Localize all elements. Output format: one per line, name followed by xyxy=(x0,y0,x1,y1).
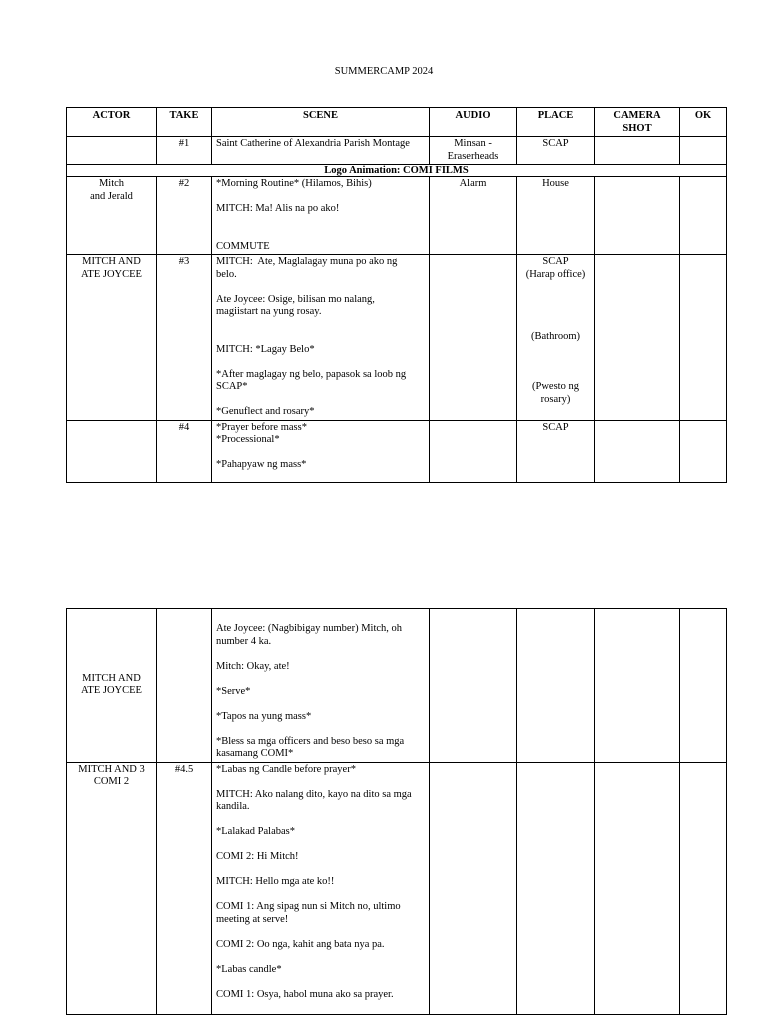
take-cell: #1 xyxy=(157,137,212,165)
header-scene: SCENE xyxy=(212,108,430,137)
scene-line: *After maglagay ng belo, papasok sa loob ng SCAP* xyxy=(216,368,407,392)
ok-cell xyxy=(680,137,727,165)
scene-line: *Prayer before mass* *Processional* xyxy=(216,421,307,445)
place-line xyxy=(521,319,590,332)
scene-line xyxy=(216,331,425,344)
header-audio: AUDIO xyxy=(430,108,517,137)
audio-cell xyxy=(430,762,517,1014)
ok-cell xyxy=(680,255,727,421)
scene-line: COMI 2: Oo nga, kahit ang bata nya pa. xyxy=(216,938,385,950)
scene-line: *Genuflect and rosary* xyxy=(216,406,315,417)
scene-line: *Bless sa mga officers and beso beso sa mga kasamang COMI* xyxy=(216,735,405,759)
actor-cell xyxy=(67,420,157,482)
ok-cell xyxy=(680,177,727,255)
place-line: (Bathroom) xyxy=(531,331,580,342)
take-cell xyxy=(157,609,212,763)
place-cell xyxy=(517,255,595,421)
camera-shot-cell xyxy=(595,420,680,482)
camera-shot-cell xyxy=(595,762,680,1014)
take-cell: #3 xyxy=(157,255,212,421)
header-ok: OK xyxy=(680,108,727,137)
table-row xyxy=(67,609,727,763)
place-line: (Pwesto ng rosary) xyxy=(532,381,579,405)
place-line xyxy=(521,281,590,294)
scene-line: Ate Joycee: (Nagbibigay number) Mitch, oh number 4 ka. xyxy=(216,623,403,647)
camera-shot-cell xyxy=(595,609,680,763)
scene-line xyxy=(216,281,425,294)
place-cell xyxy=(517,609,595,763)
scene-line: *Morning Routine* (Hilamos, Bihis) xyxy=(216,178,372,189)
scene-line xyxy=(216,776,425,789)
header-actor: ACTOR xyxy=(67,108,157,137)
ok-cell xyxy=(680,609,727,763)
scene-line: MITCH: Ma! Alis na po ako! xyxy=(216,203,340,214)
scene-line: *Pahapyaw ng mass* xyxy=(216,459,307,470)
scene-line xyxy=(216,447,425,460)
table-row xyxy=(67,420,727,482)
scene-line: MITCH: Hello mga ate ko!! xyxy=(216,876,335,887)
scene-line: MITCH: Ate, Maglalagay muna po ako ng belo. xyxy=(216,256,398,280)
scene-line: Ate Joycee: Osige, bilisan mo nalang, magiistart na yung rosay. xyxy=(216,293,375,317)
scene-line xyxy=(216,864,425,877)
scene-cell xyxy=(212,177,430,255)
scene-line xyxy=(216,673,425,686)
table-row xyxy=(67,255,727,421)
scene-cell xyxy=(212,255,430,421)
scene-line: Mitch: Okay, ate! xyxy=(216,660,290,672)
audio-cell xyxy=(430,420,517,482)
camera-shot-cell xyxy=(595,177,680,255)
actor-cell xyxy=(67,137,157,165)
place-line xyxy=(521,306,590,319)
audio-cell xyxy=(430,609,517,763)
header-camera-shot: CAMERA SHOT xyxy=(595,108,680,137)
actor-cell: MITCH AND ATE JOYCEE xyxy=(67,255,157,421)
scene-line: *Labas ng Candle before prayer* xyxy=(216,763,356,775)
place-cell xyxy=(517,762,595,1014)
scene-cell xyxy=(212,762,430,1014)
table-row xyxy=(67,762,727,1014)
scene-line xyxy=(216,228,425,241)
scene-line xyxy=(216,839,425,852)
audio-cell: Minsan - Eraserheads xyxy=(430,137,517,165)
scene-cell xyxy=(212,609,430,763)
header-row xyxy=(67,108,727,137)
actor-cell: MITCH AND ATE JOYCEE xyxy=(67,609,157,763)
place-cell: SCAP xyxy=(517,137,595,165)
actor-cell: Mitch and Jerald xyxy=(67,177,157,255)
place-line: SCAP (Harap office) xyxy=(525,256,586,280)
place-line xyxy=(521,344,590,357)
table-row xyxy=(67,177,727,255)
scene-line xyxy=(216,394,425,407)
scene-line xyxy=(216,216,425,229)
scene-line: COMI 1: Ang sipag nun si Mitch no, ultimo meeting at serve! xyxy=(216,901,401,925)
scene-line: *Lalakad Palabas* xyxy=(216,826,296,837)
actor-cell: MITCH AND 3 COMI 2 xyxy=(67,762,157,1014)
scene-cell: Saint Catherine of Alexandria Parish Montage xyxy=(212,137,430,165)
camera-shot-cell xyxy=(595,255,680,421)
scene-line xyxy=(216,356,425,369)
scene-line xyxy=(216,814,425,827)
table-row xyxy=(67,137,727,165)
scene-line: *Tapos na yung mass* xyxy=(216,710,312,722)
take-cell: #4 xyxy=(157,420,212,482)
scene-line: COMI 2: Hi Mitch! xyxy=(216,851,299,862)
take-cell: #2 xyxy=(157,177,212,255)
scene-line: COMMUTE xyxy=(216,240,270,252)
scene-line xyxy=(216,698,425,711)
scene-line xyxy=(216,723,425,736)
take-cell: #4.5 xyxy=(157,762,212,1014)
logo-animation-text: Logo Animation: COMI FILMS xyxy=(67,165,727,177)
audio-cell: Alarm xyxy=(430,177,517,255)
scene-line: COMI 1: Osya, habol muna ako sa prayer. xyxy=(216,988,394,1000)
place-line xyxy=(521,356,590,369)
place-line xyxy=(521,369,590,382)
document-title: SUMMERCAMP 2024 xyxy=(334,66,434,77)
scene-line: *Labas candle* xyxy=(216,963,282,975)
ok-cell xyxy=(680,420,727,482)
header-take: TAKE xyxy=(157,108,212,137)
audio-cell xyxy=(430,255,517,421)
scene-line xyxy=(216,976,425,989)
camera-shot-cell xyxy=(595,137,680,165)
scene-line xyxy=(216,319,425,332)
scene-line: MITCH: *Lagay Belo* xyxy=(216,343,315,355)
scene-cell xyxy=(212,420,430,482)
scene-line: MITCH: Ako nalang dito, kayo na dito sa mga kandila. xyxy=(216,788,412,812)
scene-line xyxy=(216,191,425,204)
header-place: PLACE xyxy=(517,108,595,137)
scene-line xyxy=(216,889,425,902)
ok-cell xyxy=(680,762,727,1014)
scene-line: *Serve* xyxy=(216,685,251,697)
place-cell: SCAP xyxy=(517,420,595,482)
place-line xyxy=(521,294,590,307)
shot-list-table-1 xyxy=(66,107,727,483)
scene-line xyxy=(216,951,425,964)
scene-line xyxy=(216,648,425,661)
scene-line xyxy=(216,926,425,939)
shot-list-table-2 xyxy=(66,608,727,1015)
place-cell: House xyxy=(517,177,595,255)
logo-animation-row xyxy=(67,165,727,177)
